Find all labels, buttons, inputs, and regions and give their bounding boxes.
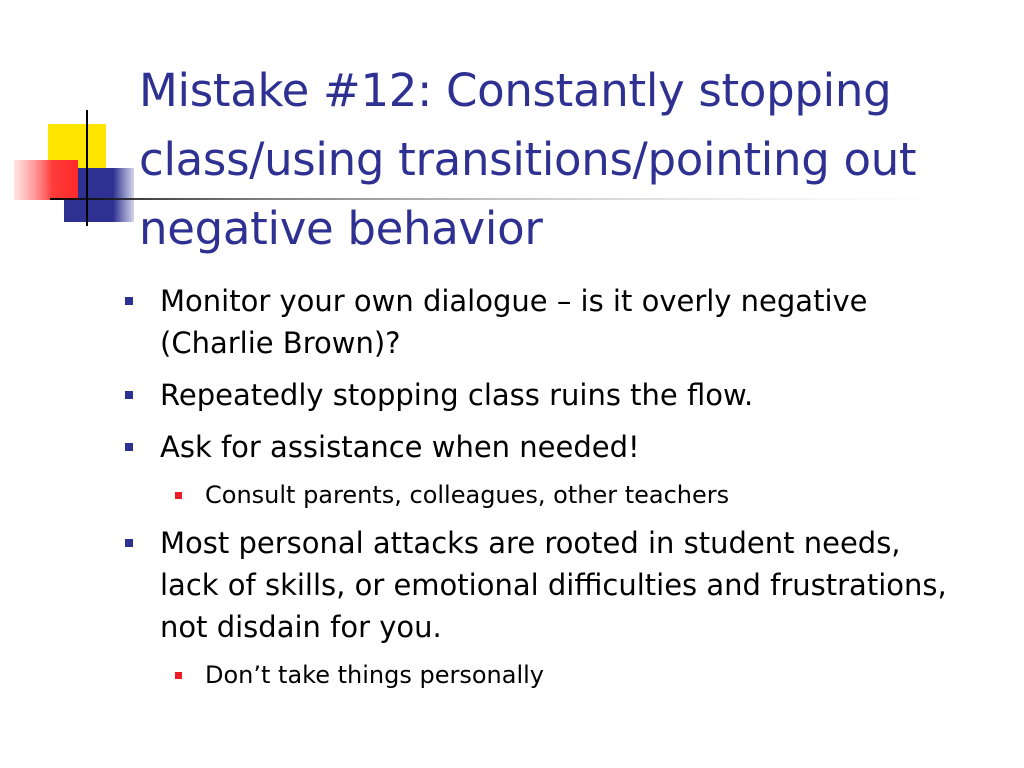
sub-bullet-square-icon bbox=[175, 672, 182, 679]
bullet-square-icon bbox=[125, 443, 133, 451]
bullet-text: Monitor your own dialogue – is it overly negative (Charlie Brown)? bbox=[160, 284, 868, 360]
sub-bullet-text: Consult parents, colleagues, other teachers bbox=[205, 481, 730, 509]
bullet-list bbox=[0, 280, 1024, 702]
bullet-square-icon bbox=[125, 297, 133, 305]
bullet-text: Most personal attacks are rooted in student needs, lack of skills, or emotional difficulties and frustrations, not disdain for you. bbox=[160, 526, 947, 644]
decor-blue-square bbox=[64, 168, 134, 222]
bullet-item bbox=[0, 426, 950, 468]
bullet-item bbox=[0, 522, 950, 648]
sub-bullet-item bbox=[0, 658, 965, 692]
decor-red-square bbox=[14, 160, 78, 200]
decor-vertical-line bbox=[86, 110, 88, 226]
bullet-text: Repeatedly stopping class ruins the flow. bbox=[160, 378, 754, 412]
sub-bullet-text: Don’t take things personally bbox=[205, 661, 544, 689]
sub-bullet-square-icon bbox=[175, 492, 182, 499]
sub-bullet-item bbox=[0, 478, 965, 512]
bullet-item bbox=[0, 374, 950, 416]
bullet-text: Ask for assistance when needed! bbox=[160, 430, 640, 464]
bullet-item bbox=[0, 280, 950, 364]
bullet-square-icon bbox=[125, 539, 133, 547]
decor-yellow-square bbox=[48, 124, 106, 184]
slide-title: Mistake #12: Constantly stopping class/using transitions/pointing out negative behavior bbox=[139, 64, 917, 255]
bullet-square-icon bbox=[125, 391, 133, 399]
